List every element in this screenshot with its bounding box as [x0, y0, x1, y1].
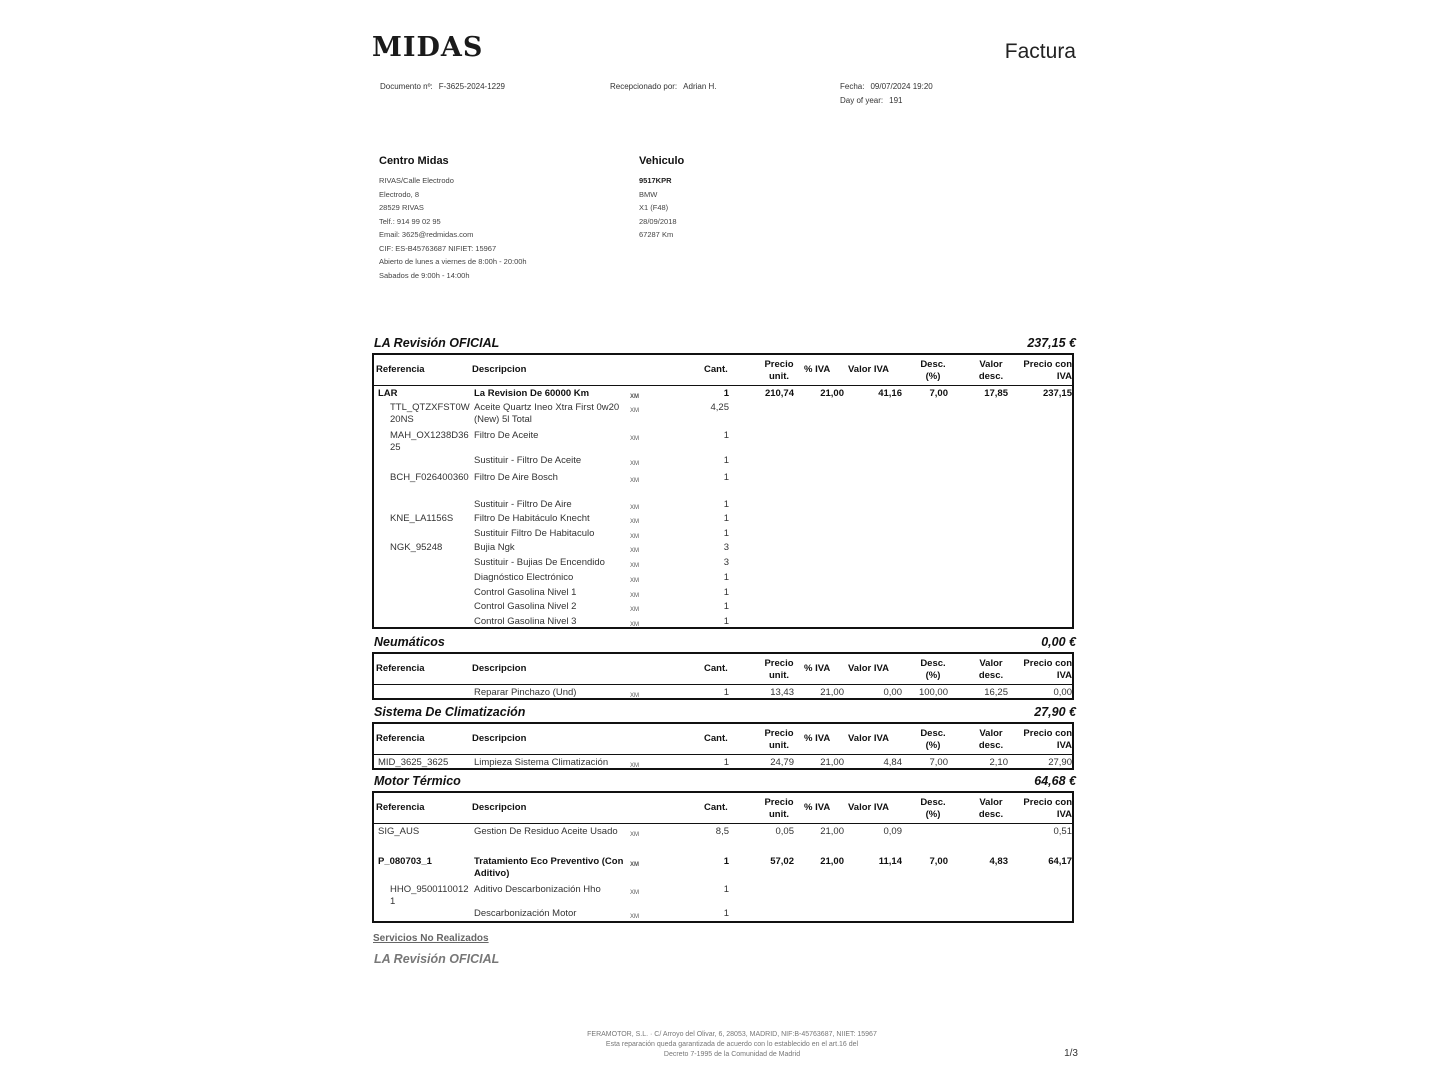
column-header-valor-desc [972, 658, 1010, 682]
cell-ref: KNE_LA1156S [390, 513, 454, 524]
page-number: 1/3 [1064, 1048, 1078, 1059]
section-header [374, 635, 1076, 651]
column-header-valor-iva [848, 733, 889, 745]
column-header-line: Cant. [704, 663, 728, 674]
cell-um: XM [630, 578, 639, 584]
column-header-line: IVA [1056, 371, 1072, 382]
cell-cant: 1 [723, 455, 729, 466]
cell-um: XM [630, 534, 639, 540]
cell-um: XM [630, 890, 639, 896]
section-header [374, 774, 1076, 790]
cell-desc: Limpieza Sistema Climatización [474, 757, 609, 768]
column-header-desc-pct [914, 658, 952, 682]
cell-um: XM [630, 622, 639, 628]
cell-desc: Aceite Quartz Ineo Xtra First 0w20 (New) 5l Total [474, 402, 620, 425]
cell-cant: 8,5 [715, 826, 729, 837]
column-header-desc-pct [914, 728, 952, 752]
centro-line: Email: 3625@redmidas.com [379, 230, 474, 239]
footer-line-3: Decreto 7-1995 de la Comunidad de Madrid [663, 1051, 801, 1058]
invoice-page [372, 28, 1078, 1068]
column-header-precio-unit [759, 359, 799, 383]
page-footer [472, 1030, 992, 1060]
section-name: Neumáticos [374, 635, 445, 649]
section-table [372, 791, 1074, 923]
cell-um: XM [630, 763, 639, 769]
column-header-valor-iva [848, 364, 889, 376]
column-header-line: % IVA [804, 663, 831, 674]
cell-ref: HHO_95001100121 [390, 884, 469, 907]
column-header-line: (%) [925, 740, 941, 751]
column-header-iva [804, 663, 830, 675]
column-header-line: (%) [925, 809, 941, 820]
centro-line: Abierto de lunes a viernes de 8:00h - 20:00h [379, 257, 527, 266]
cell-desc: Diagnóstico Electrónico [474, 572, 574, 583]
column-header-line: Referencia [376, 802, 425, 813]
cell-iva: 21,00 [820, 757, 844, 768]
cell-ref: SIG_AUS [378, 826, 420, 837]
cell-total: 0,00 [1053, 687, 1072, 698]
documento-meta: Documento nº: F-3625-2024-1229 [380, 82, 506, 91]
footer-line-1: FERAMOTOR, S.L. · C/ Arroyo del Olivar, 6, 28053, MADRID, NIF:B-45763687, NIIET: 15967 [587, 1031, 877, 1038]
cell-ref: LAR [378, 388, 398, 399]
cell-um: XM [630, 394, 639, 400]
cell-um: XM [630, 593, 639, 599]
table-header [374, 355, 1072, 386]
cell-cant: 1 [723, 687, 729, 698]
column-header-line: Referencia [376, 663, 425, 674]
column-header-line: unit. [768, 371, 790, 382]
column-header-line: Descripcion [472, 663, 527, 674]
column-header-iva [804, 733, 830, 745]
cell-desc: Sustituir - Bujias De Encendido [474, 557, 605, 568]
column-header-valor-desc [972, 728, 1010, 752]
footer-line-2: Esta reparación queda garantizada de acuerdo con lo establecido en el art.16 del [605, 1041, 859, 1048]
cell-cant: 1 [723, 513, 729, 524]
servicios-no-realizados-label: Servicios No Realizados [373, 933, 489, 944]
cell-desc: Sustituir Filtro De Habitaculo [474, 528, 595, 539]
column-header-line: % IVA [804, 802, 831, 813]
cell-um: XM [630, 436, 639, 442]
vehiculo-line: 67287 Km [639, 230, 674, 239]
column-header-referencia [376, 733, 425, 745]
cell-cant: 1 [723, 616, 729, 627]
centro-line: 28529 RIVAS [379, 203, 424, 212]
cell-ref: NGK_95248 [390, 542, 443, 553]
cell-valordesc: 2,10 [989, 757, 1008, 768]
cell-valordesc: 17,85 [984, 388, 1008, 399]
cell-total: 27,90 [1048, 757, 1072, 768]
column-header-descripcion [472, 733, 526, 745]
column-header-line: Valor [979, 359, 1003, 370]
section-table [372, 353, 1074, 629]
cell-um: XM [630, 548, 639, 554]
table-header [374, 793, 1072, 824]
cell-total: 237,15 [1042, 388, 1072, 399]
column-header-line: IVA [1056, 670, 1072, 681]
cell-iva: 21,00 [820, 687, 844, 698]
column-header-line: Precio con [1023, 728, 1072, 739]
cell-cant: 1 [723, 601, 729, 612]
column-header-line: IVA [1056, 809, 1072, 820]
column-header-valor-iva [848, 802, 889, 814]
column-header-line: Valor [979, 797, 1003, 808]
cell-cant: 1 [723, 472, 729, 483]
section-total: 64,68 € [1034, 774, 1076, 788]
section-name: LA Revisión OFICIAL [374, 336, 500, 350]
column-header-line: Precio con [1023, 359, 1072, 370]
column-header-precio-con-iva [1010, 658, 1072, 682]
column-header-precio-con-iva [1010, 359, 1072, 383]
column-header-line: Precio [764, 728, 794, 739]
cell-precio: 13,43 [770, 687, 794, 698]
centro-line: RIVAS/Calle Electrodo [379, 176, 454, 185]
column-header-valor-iva [848, 663, 889, 675]
column-header-referencia [376, 364, 425, 376]
column-header-line: % IVA [804, 364, 831, 375]
vehiculo-line: 28/09/2018 [639, 216, 677, 226]
column-header-line: Precio [764, 658, 794, 669]
column-header-referencia [376, 802, 425, 814]
column-header-line: Cant. [704, 364, 728, 375]
vehiculo-line: BMW [639, 189, 658, 199]
section-name: Sistema De Climatización [374, 705, 526, 719]
vehiculo-line: X1 (F48) [639, 203, 669, 212]
vehiculo-title: Vehiculo [639, 155, 685, 167]
column-header-line: Cant. [704, 733, 728, 744]
column-header-line: (%) [925, 371, 941, 382]
cell-cant: 1 [723, 757, 729, 768]
section-header [374, 705, 1076, 721]
cell-desc: Filtro De Habitáculo Knecht [474, 513, 590, 524]
section-table [372, 652, 1074, 700]
table-header [374, 654, 1072, 685]
cell-cant: 1 [723, 908, 729, 919]
cell-valoriva: 0,00 [883, 687, 902, 698]
cell-ref: P_080703_1 [378, 856, 432, 867]
document-title: Factura [1004, 40, 1076, 63]
column-header-cant [704, 663, 728, 675]
cell-precio: 0,05 [775, 826, 794, 837]
column-header-line: desc. [978, 371, 1004, 382]
cell-cant: 1 [723, 587, 729, 598]
cell-um: XM [630, 478, 639, 484]
dayofyear-meta: Day of year: 191 [840, 96, 903, 105]
column-header-descripcion [472, 364, 526, 376]
cell-um: XM [630, 563, 639, 569]
column-header-line: Referencia [376, 733, 425, 744]
cell-desc: Control Gasolina Nivel 3 [474, 616, 577, 627]
cell-cant: 4,25 [710, 402, 729, 413]
cell-desc: Control Gasolina Nivel 1 [474, 587, 577, 598]
cell-um: XM [630, 461, 639, 467]
cell-um: XM [630, 693, 639, 699]
column-header-line: (%) [925, 670, 941, 681]
column-header-referencia [376, 663, 425, 675]
cell-precio: 210,74 [764, 388, 794, 399]
column-header-cant [704, 364, 728, 376]
cell-cant: 3 [723, 557, 729, 568]
column-header-line: Descripcion [472, 733, 527, 744]
cell-descp: 7,00 [929, 856, 948, 867]
cell-cant: 1 [723, 388, 729, 399]
cell-precio: 24,79 [770, 757, 794, 768]
cell-cant: 1 [723, 856, 729, 867]
section-total: 0,00 € [1041, 635, 1076, 649]
centro-line: Sabados de 9:00h - 14:00h [379, 270, 470, 280]
cell-desc: Bujia Ngk [474, 542, 515, 553]
cell-desc: Sustituir - Filtro De Aire [474, 499, 572, 510]
column-header-line: Valor IVA [848, 663, 890, 674]
column-header-descripcion [472, 663, 526, 675]
cell-desc: Tratamiento Eco Preventivo (Con Aditivo) [474, 856, 624, 879]
column-header-line: Referencia [376, 364, 425, 375]
cell-descp: 7,00 [929, 388, 948, 399]
cell-valoriva: 4,84 [883, 757, 902, 768]
column-header-line: Descripcion [472, 364, 527, 375]
cell-desc: La Revision De 60000 Km [474, 388, 590, 399]
centro-title: Centro Midas [379, 155, 449, 167]
column-header-line: unit. [768, 670, 790, 681]
column-header-cant [704, 802, 728, 814]
cell-cant: 1 [723, 430, 729, 441]
table-header [374, 724, 1072, 755]
cell-descp: 7,00 [929, 757, 948, 768]
column-header-line: Desc. [920, 797, 946, 808]
cell-desc: Control Gasolina Nivel 2 [474, 601, 577, 612]
cell-cant: 1 [723, 499, 729, 510]
column-header-line: IVA [1056, 740, 1072, 751]
column-header-line: Precio con [1023, 797, 1072, 808]
cell-desc: Reparar Pinchazo (Und) [474, 687, 577, 698]
cell-desc: Gestion De Residuo Aceite Usado [474, 826, 618, 837]
column-header-precio-con-iva [1010, 797, 1072, 821]
cell-iva: 21,00 [820, 826, 844, 837]
cell-cant: 1 [723, 884, 729, 895]
column-header-precio-unit [759, 728, 799, 752]
cell-ref: BCH_F026400360 [390, 472, 469, 483]
column-header-line: Cant. [704, 802, 728, 813]
cell-total: 64,17 [1048, 856, 1072, 867]
column-header-precio-unit [759, 797, 799, 821]
column-header-line: unit. [768, 740, 790, 751]
cell-valoriva: 41,16 [878, 388, 902, 399]
centro-line: Electrodo, 8 [379, 189, 420, 199]
cell-descp: 100,00 [918, 687, 948, 698]
cell-valoriva: 11,14 [878, 856, 902, 867]
cell-valoriva: 0,09 [883, 826, 902, 837]
section-name: Motor Térmico [374, 774, 461, 788]
cell-um: XM [630, 862, 639, 868]
section-header [374, 336, 1076, 352]
cell-valordesc: 4,83 [989, 856, 1008, 867]
cell-total: 0,51 [1053, 826, 1072, 837]
column-header-line: Valor IVA [848, 802, 890, 813]
column-header-desc-pct [914, 359, 952, 383]
cell-precio: 57,02 [770, 856, 794, 867]
column-header-iva [804, 364, 830, 376]
cell-ref: MAH_OX1238D3625 [390, 430, 469, 453]
column-header-valor-desc [972, 359, 1010, 383]
section-total: 237,15 € [1027, 336, 1076, 350]
column-header-line: Desc. [920, 658, 946, 669]
section-total: 27,90 € [1034, 705, 1076, 719]
cell-um: XM [630, 408, 639, 414]
cell-iva: 21,00 [820, 388, 844, 399]
column-header-line: Descripcion [472, 802, 527, 813]
column-header-precio-unit [759, 658, 799, 682]
vehiculo-line: 9517KPR [639, 176, 672, 185]
column-header-line: Valor IVA [848, 733, 890, 744]
column-header-desc-pct [914, 797, 952, 821]
column-header-line: Precio [764, 359, 794, 370]
column-header-precio-con-iva [1010, 728, 1072, 752]
cell-cant: 1 [723, 528, 729, 539]
column-header-line: Desc. [920, 728, 946, 739]
column-header-line: desc. [978, 740, 1004, 751]
no-realizado-item: LA Revisión OFICIAL [374, 952, 500, 966]
column-header-line: unit. [768, 809, 790, 820]
cell-iva: 21,00 [820, 856, 844, 867]
cell-um: XM [630, 505, 639, 511]
cell-desc: Filtro De Aceite [474, 430, 539, 441]
column-header-line: desc. [978, 670, 1004, 681]
centro-line: Telf.: 914 99 02 95 [379, 216, 441, 226]
cell-um: XM [630, 914, 639, 920]
cell-um: XM [630, 607, 639, 613]
column-header-line: Desc. [920, 359, 946, 370]
column-header-line: Valor [979, 728, 1003, 739]
midas-logo: MIDAS [372, 32, 484, 63]
column-header-line: Valor IVA [848, 364, 890, 375]
cell-cant: 1 [723, 572, 729, 583]
column-header-line: Valor [979, 658, 1003, 669]
fecha-meta: Fecha: 09/07/2024 19:20 [840, 82, 933, 91]
cell-ref: MID_3625_3625 [378, 757, 449, 768]
cell-um: XM [630, 519, 639, 525]
cell-desc: Aditivo Descarbonización Hho [474, 884, 601, 895]
column-header-iva [804, 802, 830, 814]
recepcionado-meta: Recepcionado por: Adrian H. [610, 82, 717, 91]
centro-line: CIF: ES-B45763687 NIFIET: 15967 [379, 243, 497, 253]
cell-desc: Sustituir - Filtro De Aceite [474, 455, 582, 466]
column-header-line: Precio [764, 797, 794, 808]
cell-um: XM [630, 832, 639, 838]
cell-ref: TTL_QTZXFST0W20NS [390, 402, 470, 425]
column-header-valor-desc [972, 797, 1010, 821]
cell-desc: Filtro De Aire Bosch [474, 472, 558, 483]
column-header-line: desc. [978, 809, 1004, 820]
section-table [372, 722, 1074, 770]
cell-desc: Descarbonización Motor [474, 908, 577, 919]
column-header-line: % IVA [804, 733, 831, 744]
column-header-cant [704, 733, 728, 745]
cell-cant: 3 [723, 542, 729, 553]
column-header-descripcion [472, 802, 526, 814]
column-header-line: Precio con [1023, 658, 1072, 669]
cell-valordesc: 16,25 [984, 687, 1008, 698]
